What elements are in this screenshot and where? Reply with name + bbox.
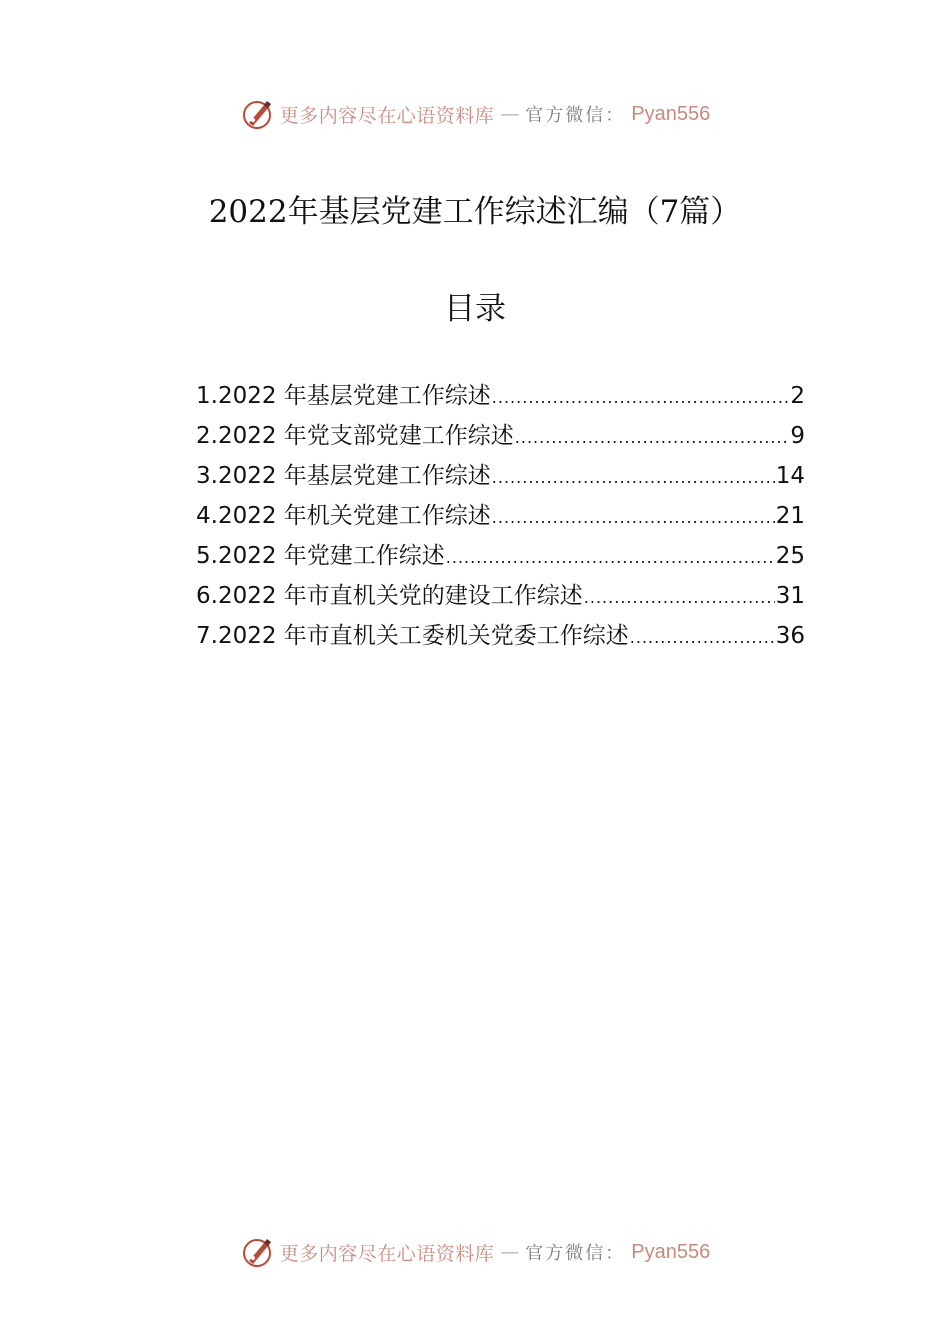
watermark-label: 官方微信：	[525, 1243, 626, 1264]
toc-leader-dots	[446, 538, 775, 578]
toc-heading: 目录	[444, 291, 506, 327]
toc-leader-dots	[515, 418, 790, 458]
toc-page-number: 21	[775, 503, 805, 529]
toc-page-number: 25	[775, 543, 805, 569]
toc-entry-5[interactable]	[196, 536, 805, 576]
watermark-text: 更多内容尽在心语资料库	[279, 104, 495, 127]
watermark-wechat-id: Pyan556	[631, 1240, 711, 1263]
toc-entry-4[interactable]	[196, 496, 805, 536]
header-watermark	[0, 94, 950, 134]
toc-page-number: 31	[775, 583, 805, 609]
toc-entry-3[interactable]	[196, 456, 805, 496]
table-of-contents	[196, 376, 805, 656]
toc-leader-dots	[584, 578, 775, 618]
toc-entry-title: 2.2022 年党支部党建工作综述	[196, 423, 514, 449]
watermark-label: 官方微信：	[525, 105, 626, 126]
toc-entry-title: 7.2022 年市直机关工委机关党委工作综述	[196, 623, 629, 649]
document-title: 2022年基层党建工作综述汇编（7篇）	[208, 194, 742, 230]
toc-entry-title: 5.2022 年党建工作综述	[196, 543, 445, 569]
toc-entry-7[interactable]	[196, 616, 805, 656]
toc-page-number: 36	[775, 623, 805, 649]
watermark-separator: —	[500, 103, 520, 125]
toc-entry-title: 6.2022 年市直机关党的建设工作综述	[196, 583, 583, 609]
toc-entry-title: 4.2022 年机关党建工作综述	[196, 503, 491, 529]
toc-leader-dots	[492, 458, 775, 498]
toc-entry-1[interactable]	[196, 376, 805, 416]
footer-watermark	[0, 1232, 950, 1272]
toc-entry-title: 3.2022 年基层党建工作综述	[196, 463, 491, 489]
watermark-text: 更多内容尽在心语资料库	[279, 1242, 495, 1265]
toc-entry-2[interactable]	[196, 416, 805, 456]
watermark-wechat-id: Pyan556	[631, 102, 711, 125]
watermark-separator: —	[500, 1241, 520, 1263]
toc-page-number: 9	[790, 423, 805, 449]
toc-leader-dots	[630, 618, 775, 658]
toc-leader-dots	[492, 498, 775, 538]
toc-entry-6[interactable]	[196, 576, 805, 616]
toc-page-number: 2	[790, 383, 805, 409]
toc-leader-dots	[492, 378, 790, 418]
pen-seal-icon	[240, 1235, 274, 1269]
pen-seal-icon	[240, 97, 274, 131]
toc-entry-title: 1.2022 年基层党建工作综述	[196, 383, 491, 409]
toc-page-number: 14	[775, 463, 805, 489]
